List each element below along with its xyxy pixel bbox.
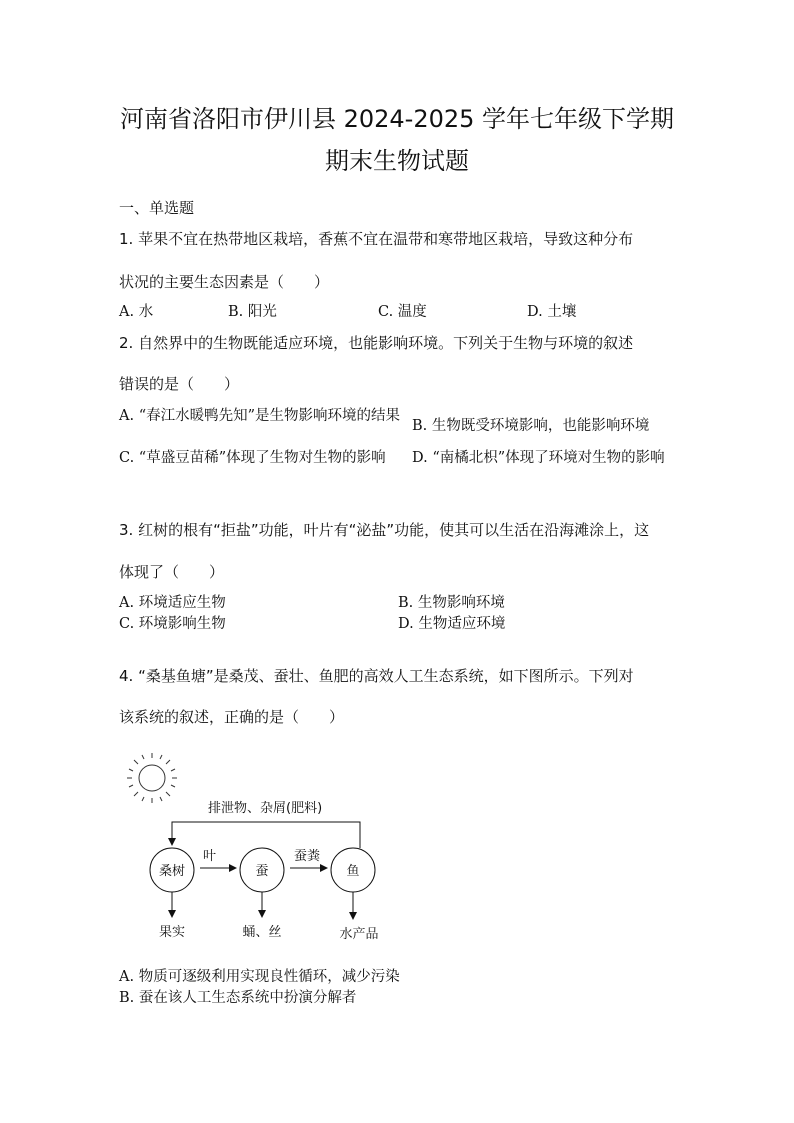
output-silk-label: 蛹、丝 (242, 925, 282, 940)
question-2-stem-line-2: 错误的是（ ） (119, 375, 240, 393)
question-4-stem-line-2: 该系统的叙述，正确的是（ ） (119, 708, 345, 726)
node-silkworm-label: 蚕 (255, 864, 269, 879)
question-1-option-d: D. 土壤 (527, 304, 577, 320)
node-fish-label: 鱼 (346, 864, 360, 879)
question-2-option-d: D. “南橘北枳”体现了环境对生物的影响 (412, 450, 665, 466)
node-mulberry-label: 桑树 (158, 864, 186, 879)
question-2-option-b: B. 生物既受环境影响，也能影响环境 (412, 418, 650, 434)
question-4-option-b: B. 蚕在该人工生态系统中扮演分解者 (119, 990, 357, 1006)
question-1-option-b: B. 阳光 (228, 304, 277, 320)
question-2-option-a: A. “春江水暖鸭先知”是生物影响环境的结果 (119, 408, 401, 424)
sun-icon (127, 753, 177, 803)
question-4-option-a: A. 物质可逐级利用实现良性循环，减少污染 (119, 969, 400, 985)
question-3-stem-line-2: 体现了（ ） (119, 563, 225, 581)
page-title-line-1: 河南省洛阳市伊川县 2024-2025 学年七年级下学期 (119, 105, 675, 133)
question-3-option-b: B. 生物影响环境 (398, 595, 505, 611)
question-2-stem-line-1: 2. 自然界中的生物既能适应环境，也能影响环境。下列关于生物与环境的叙述 (119, 334, 634, 352)
section-heading: 一、单选题 (119, 199, 195, 217)
question-3-option-d: D. 生物适应环境 (398, 616, 506, 632)
question-3-stem-line-1: 3. 红树的根有“拒盐”功能，叶片有“泌盐”功能，使其可以生活在沿海滩涂上，这 (119, 521, 650, 539)
question-2-option-c: C. “草盛豆苗稀”体现了生物对生物的影响 (119, 450, 386, 466)
edge-feces-label: 蚕粪 (294, 849, 321, 864)
output-aquatic-label: 水产品 (339, 927, 379, 942)
mulberry-fish-pond-diagram (120, 752, 400, 952)
question-1-option-c: C. 温度 (378, 304, 427, 320)
question-1-stem-line-2: 状况的主要生态因素是（ ） (119, 273, 330, 291)
question-3-option-a: A. 环境适应生物 (119, 595, 226, 611)
question-4-stem-line-1: 4. “桑基鱼塘”是桑茂、蚕壮、鱼肥的高效人工生态系统，如下图所示。下列对 (119, 667, 634, 685)
output-fruit-label: 果实 (158, 925, 186, 940)
question-1-stem-line-1: 1. 苹果不宜在热带地区栽培，香蕉不宜在温带和寒带地区栽培，导致这种分布 (119, 230, 634, 248)
edge-leaf-label: 叶 (203, 849, 217, 864)
page-title-line-2: 期末生物试题 (325, 147, 469, 175)
question-3-option-c: C. 环境影响生物 (119, 616, 226, 632)
question-1-option-a: A. 水 (119, 304, 154, 320)
feedback-arrow (172, 822, 360, 848)
feedback-label: 排泄物、杂屑(肥料) (208, 801, 323, 816)
